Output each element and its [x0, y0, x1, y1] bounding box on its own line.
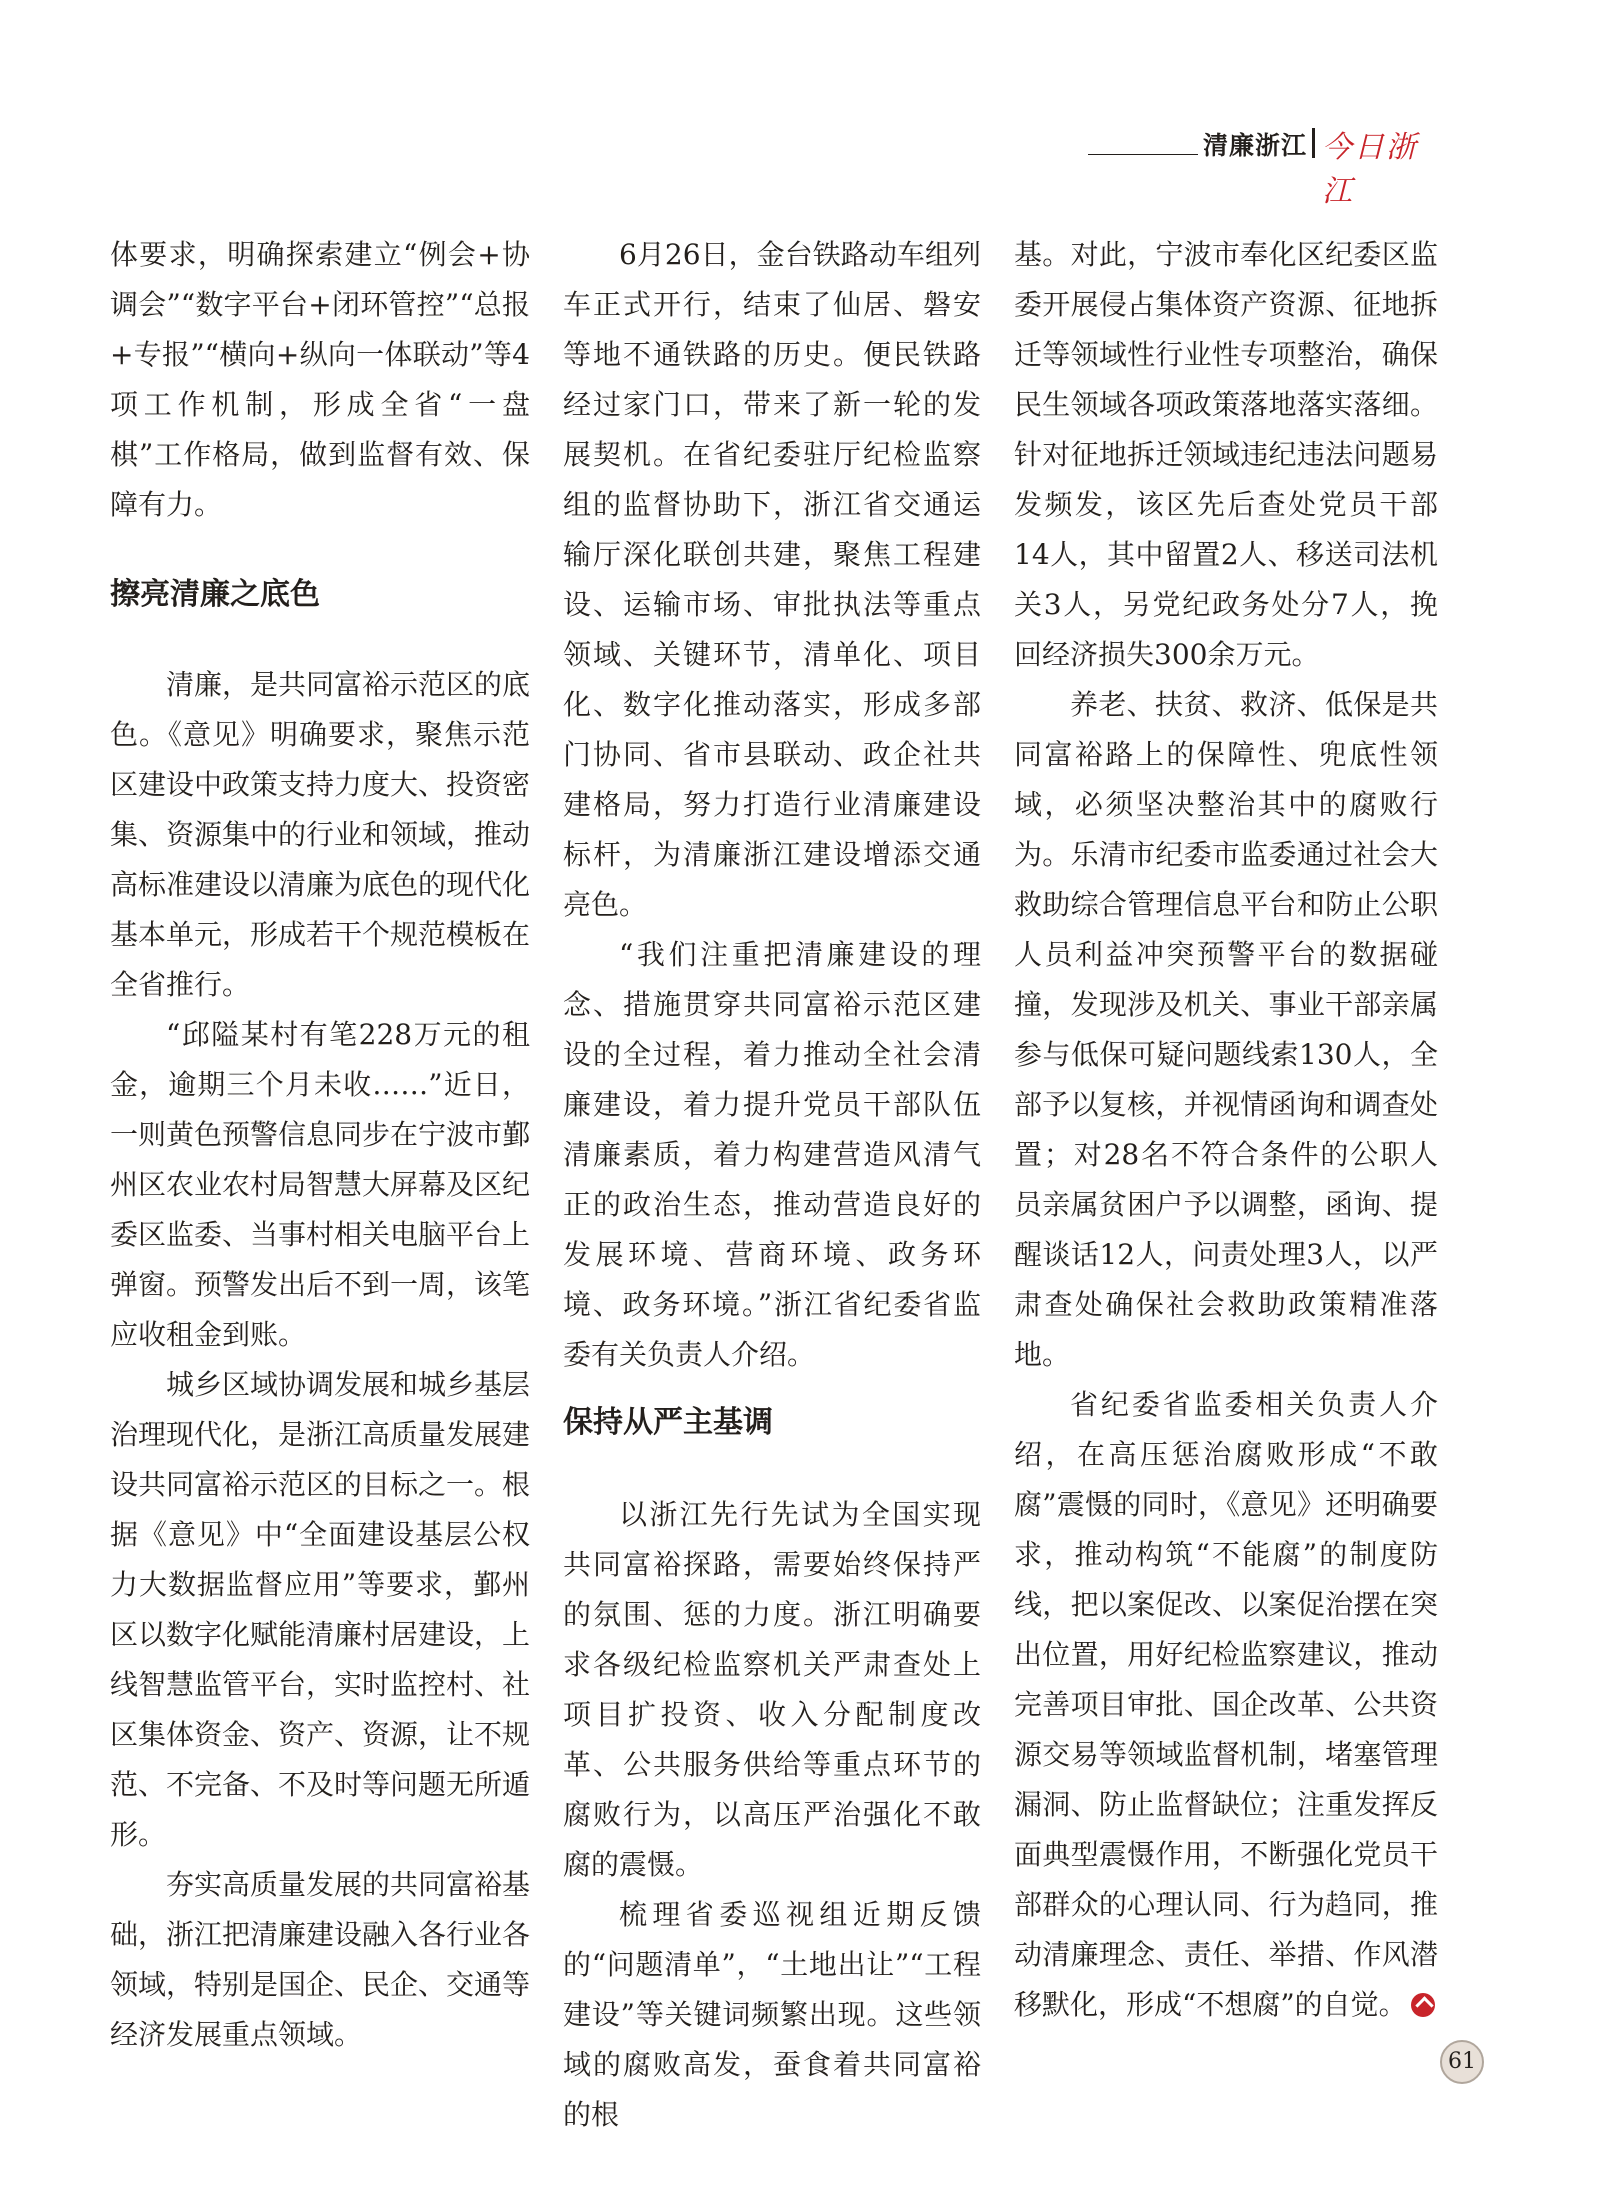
column-3 — [1014, 230, 1438, 2030]
paragraph: 以浙江先行先试为全国实现共同富裕探路，需要始终保持严的氛围、惩的力度。浙江明确要求各级纪检监察机关严肃查处上项目扩投资、收入分配制度改革、公共服务供给等重点环节的腐败行为，以高压严治强化不敢腐的震慑。 — [563, 1498, 981, 1881]
paragraph: 体要求，明确探索建立“例会+协调会”“数字平台+闭环管控”“总报+专报”“横向+纵向一体联动”等4项工作机制，形成全省“一盘棋”工作格局，做到监督有效、保障有力。 — [110, 238, 530, 521]
paragraph-text: 省纪委省监委相关负责人介绍，在高压惩治腐败形成“不敢腐”震慑的同时，《意见》还明确要求，推动构筑“不能腐”的制度防线，把以案促改、以案促治摆在突出位置，用好纪检监察建议，推动完善项目审批、国企改革、公共资源交易等领域监督机制，堵塞管理漏洞、防止监督缺位；注重发挥反面典型震慑作用，不断强化党员干部群众的心理认同、行为趋同，推动清廉理念、责任、举措、作风潜移默化，形成“不想腐”的自觉。 — [1014, 1388, 1438, 2021]
subheading: 擦亮清廉之底色 — [110, 577, 320, 612]
column-2 — [563, 230, 981, 2140]
paragraph: 梳理省委巡视组近期反馈的“问题清单”，“土地出让”“工程建设”等关键词频繁出现。这些领域的腐败高发，蚕食着共同富裕的根 — [563, 1898, 981, 2131]
paragraph: 基。对此，宁波市奉化区纪委区监委开展侵占集体资产资源、征地拆迁等领域性行业性专项整治，确保民生领域各项政策落地落实落细。针对征地拆迁领域违纪违法问题易发频发，该区先后查处党员干部14人，其中留置2人、移送司法机关3人，另党纪政务处分7人，挽回经济损失300余万元。 — [1014, 238, 1438, 671]
section-title: 清廉浙江 — [1203, 131, 1308, 160]
paragraph — [1014, 1380, 1438, 2030]
paragraph: 6月26日，金台铁路动车组列车正式开行，结束了仙居、磐安等地不通铁路的历史。便民铁路经过家门口，带来了新一轮的发展契机。在省纪委驻厅纪检监察组的监督协助下，浙江省交通运输厅深化联创共建，聚焦工程建设、运输市场、审批执法等重点领域、关键环节，清单化、项目化、数字化推动落实，形成多部门协同、省市县联动、政企社共建格局，努力打造行业清廉建设标杆，为清廉浙江建设增添交通亮色。 — [563, 238, 981, 921]
magazine-logo: 今日浙江 — [1322, 130, 1418, 209]
page-number: 61 — [1440, 2040, 1484, 2084]
header-rule — [1088, 154, 1198, 155]
running-header — [1088, 124, 1443, 209]
header-divider — [1312, 128, 1315, 158]
paragraph: 清廉，是共同富裕示范区的底色。《意见》明确要求，聚焦示范区建设中政策支持力度大、投资密集、资源集中的行业和领域，推动高标准建设以清廉为底色的现代化基本单元，形成若干个规范模板在全省推行。 — [110, 668, 531, 1001]
subheading: 保持从严主基调 — [563, 1405, 773, 1440]
paragraph: 城乡区域协调发展和城乡基层治理现代化，是浙江高质量发展建设共同富裕示范区的目标之一。根据《意见》中“全面建设基层公权力大数据监督应用”等要求，鄞州区以数字化赋能清廉村居建设，上线智慧监管平台，实时监控村、社区集体资金、资产、资源，让不规范、不完备、不及时等问题无所遁形。 — [110, 1368, 531, 1851]
paragraph: “邱隘某村有笔228万元的租金，逾期三个月未收……”近日，一则黄色预警信息同步在宁波市鄞州区农业农村局智慧大屏幕及区纪委区监委、当事村相关电脑平台上弹窗。预警发出后不到一周，该笔应收租金到账。 — [110, 1018, 531, 1351]
paragraph: 夯实高质量发展的共同富裕基础，浙江把清廉建设融入各行业各领域，特别是国企、民企、交通等经济发展重点领域。 — [110, 1868, 531, 2051]
paragraph: 养老、扶贫、救济、低保是共同富裕路上的保障性、兜底性领域，必须坚决整治其中的腐败行为。乐清市纪委市监委通过社会大救助综合管理信息平台和防止公职人员利益冲突预警平台的数据碰撞，发现涉及机关、事业干部亲属参与低保可疑问题线索130人，全部予以复核，并视情函询和调查处置；对28名不符合条件的公职人员亲属贫困户予以调整，函询、提醒谈话12人，问责处理3人，以严肃查处确保社会救助政策精准落地。 — [1014, 688, 1438, 1371]
end-mark-icon — [1411, 1993, 1435, 2017]
column-1 — [110, 230, 530, 2060]
paragraph: “我们注重把清廉建设的理念、措施贯穿共同富裕示范区建设的全过程，着力推动全社会清廉建设，着力提升党员干部队伍清廉素质，着力构建营造风清气正的政治生态，推动营造良好的发展环境、营商环境、政务环境、政务环境。”浙江省纪委省监委有关负责人介绍。 — [563, 938, 981, 1371]
